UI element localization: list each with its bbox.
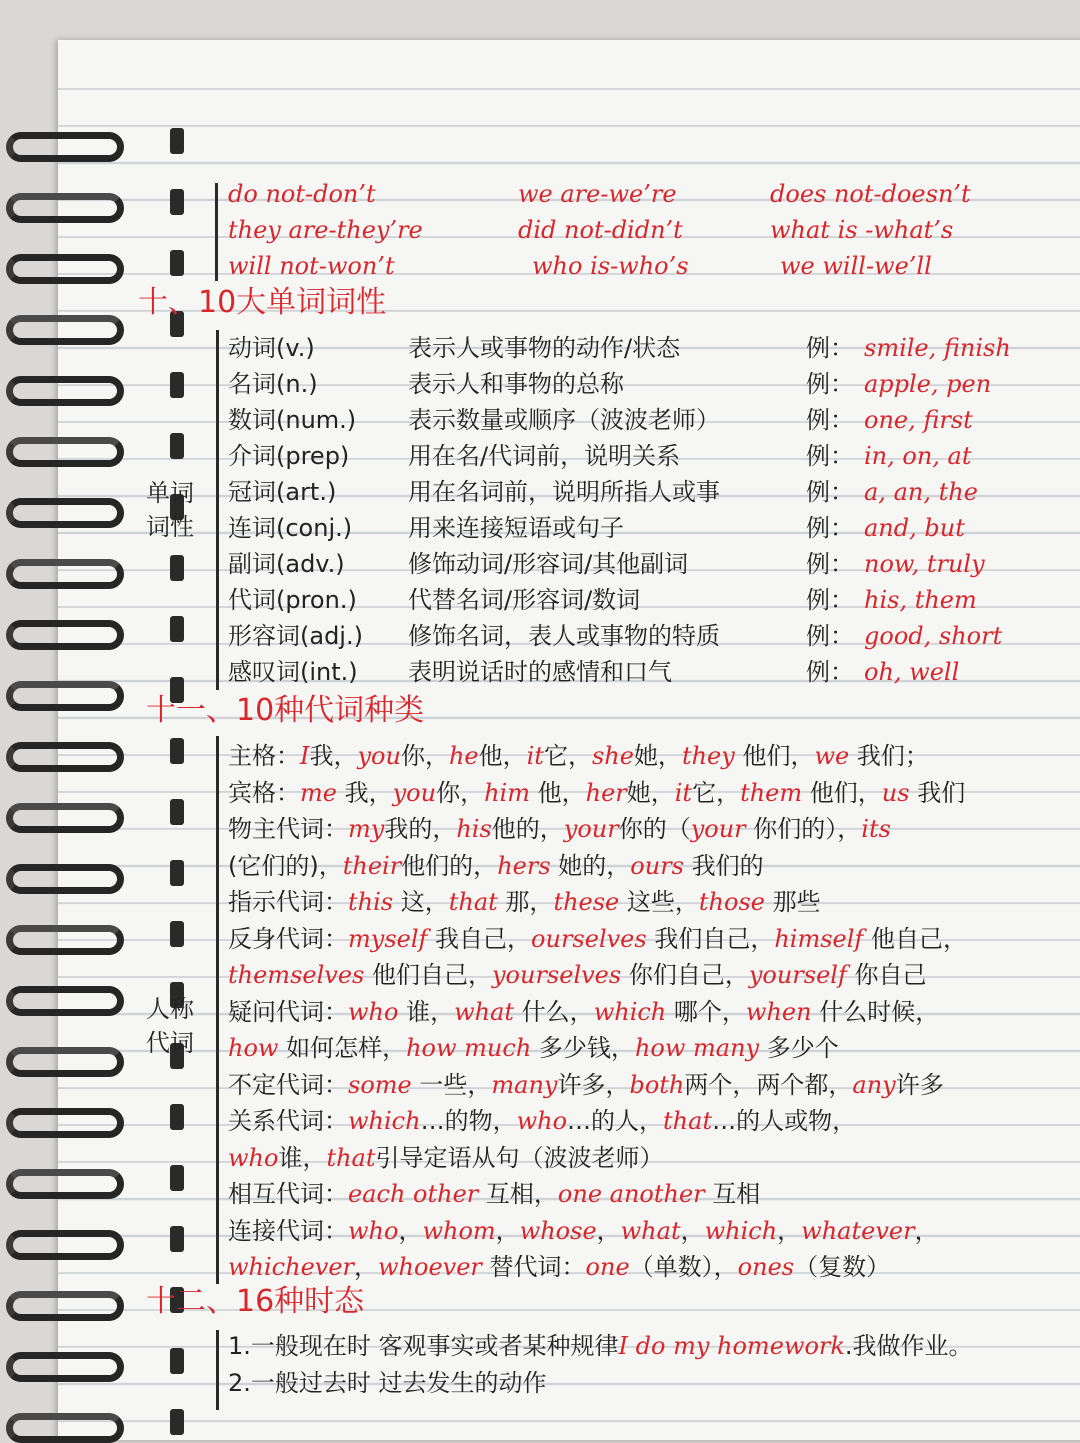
chinese-text: 他自己， — [863, 924, 967, 953]
section11-line — [58, 994, 1080, 1030]
english-term: their — [342, 851, 402, 880]
chinese-text: 许多， — [557, 1070, 630, 1099]
chinese-text: 他的， — [491, 815, 564, 843]
pos-example: now, truly — [864, 550, 985, 578]
english-term: ours — [630, 851, 684, 880]
part-of-speech-row — [58, 402, 1080, 438]
pos-description: 用来连接短语或句子 — [408, 514, 624, 542]
pos-example: oh, well — [864, 658, 960, 686]
english-term: one — [585, 1253, 630, 1281]
pos-example: a, an, the — [864, 478, 978, 506]
english-term: I — [300, 742, 310, 770]
chinese-text: 两个，两个都， — [684, 1070, 853, 1099]
english-term: who — [348, 1216, 399, 1245]
contraction-item: do not-don’t — [228, 180, 376, 208]
section-10-header — [58, 286, 1080, 322]
contraction-item: they are-they’re — [228, 216, 423, 244]
part-of-speech-row — [58, 582, 1080, 618]
chinese-text: ， — [354, 1253, 379, 1281]
english-term: myself — [348, 924, 428, 953]
english-term: who — [228, 1143, 279, 1172]
english-term: they — [681, 742, 735, 770]
section11-line — [58, 811, 1080, 847]
section11-line — [58, 1140, 1080, 1176]
english-term: your — [690, 815, 746, 843]
line-text — [228, 925, 967, 953]
line-text — [228, 1332, 973, 1360]
chinese-text: 多少个 — [759, 1034, 839, 1062]
part-of-speech-row — [58, 618, 1080, 654]
english-term: which — [593, 997, 667, 1026]
chinese-text: 你们自己， — [621, 961, 749, 989]
chinese-text: …的物， — [420, 1107, 517, 1135]
example-label: 例： — [806, 514, 854, 542]
english-term: yourself — [748, 961, 847, 989]
section12-line — [58, 1365, 1080, 1401]
english-term: hers — [497, 851, 551, 880]
english-term: you — [357, 742, 401, 770]
english-term: which — [348, 1107, 421, 1135]
english-term: my — [348, 815, 385, 843]
chinese-text: 那些 — [764, 888, 821, 916]
pos-example: one, first — [864, 406, 973, 434]
chinese-text: 互相， — [478, 1180, 558, 1208]
contraction-row — [58, 248, 1080, 284]
chinese-text: ， — [398, 1216, 423, 1245]
chinese-text: 他们， — [734, 742, 815, 770]
pos-name: 数词(num.) — [228, 406, 357, 434]
chinese-text: ， — [596, 1216, 621, 1245]
english-term: its — [861, 815, 891, 843]
line-text — [228, 1217, 939, 1245]
spiral-ring — [6, 1413, 124, 1443]
pos-description: 代替名词/形容词/数词 — [408, 586, 641, 614]
english-term: this — [348, 888, 394, 916]
side-label-line: 代词 — [146, 1029, 194, 1057]
contraction-item: who is-who’s — [532, 252, 689, 280]
side-label-line: 单词 — [146, 479, 194, 507]
chinese-text: 如何怎样， — [278, 1034, 407, 1062]
pos-example: his, them — [864, 586, 977, 614]
pos-example: good, short — [864, 622, 1003, 650]
chinese-text: 他们自己， — [364, 961, 492, 989]
english-term: what — [454, 997, 515, 1026]
example-label: 例： — [806, 586, 854, 614]
pos-example: apple, pen — [864, 370, 992, 398]
notebook-page — [58, 40, 1080, 1440]
chinese-text: 我们自己， — [646, 924, 775, 953]
english-term: how many — [634, 1034, 760, 1062]
chinese-text: 他， — [478, 742, 527, 770]
english-term: whatever — [801, 1216, 915, 1245]
section11-line — [58, 1176, 1080, 1212]
english-term: how much — [406, 1034, 532, 1062]
chinese-text: 相互代词： — [228, 1180, 348, 1208]
pos-name: 副词(adv.) — [228, 550, 345, 578]
chinese-text: 我们 — [909, 778, 966, 807]
line-text — [228, 1369, 547, 1397]
line-text — [228, 1144, 664, 1172]
section11-line — [58, 1249, 1080, 1285]
chinese-text: 她的， — [550, 851, 631, 880]
english-term: who — [348, 997, 399, 1026]
chinese-text: 反身代词： — [228, 924, 348, 953]
chinese-text: 你， — [436, 778, 485, 807]
section11-line — [58, 1067, 1080, 1103]
english-term: who — [516, 1107, 568, 1135]
chinese-text: 什么时候， — [811, 997, 940, 1026]
section11-line — [58, 957, 1080, 993]
chinese-text: 我自己， — [427, 924, 532, 953]
pos-name: 介词(prep) — [228, 442, 350, 470]
english-term: she — [591, 742, 634, 770]
english-term: yourselves — [491, 961, 622, 989]
pos-name: 冠词(art.) — [228, 478, 337, 506]
example-label: 例： — [806, 550, 854, 578]
pos-name: 形容词(adj.) — [228, 622, 363, 650]
chinese-text: 你们的）， — [745, 815, 862, 843]
chinese-text: 不定代词： — [228, 1070, 348, 1099]
english-term: that — [448, 888, 498, 916]
chinese-text: 2.一般过去时 过去发生的动作 — [228, 1368, 547, 1397]
chinese-text: 1.一般现在时 客观事实或者某种规律 — [228, 1332, 619, 1360]
english-term: these — [553, 888, 620, 916]
section11-line — [58, 1103, 1080, 1139]
chinese-text: 主格： — [228, 742, 300, 770]
contraction-row — [58, 212, 1080, 248]
chinese-text: 多少钱， — [531, 1034, 635, 1062]
side-label-line: 人称 — [146, 995, 194, 1023]
contraction-item: did not-didn’t — [518, 216, 683, 244]
example-label: 例： — [806, 658, 854, 686]
part-of-speech-row — [58, 366, 1080, 402]
chinese-text: (它们的)， — [228, 851, 343, 880]
english-term: them — [740, 778, 803, 807]
example-label: 例： — [806, 622, 854, 650]
english-term: his — [456, 815, 492, 843]
chinese-text: 他们， — [802, 778, 882, 807]
english-term: your — [563, 815, 619, 843]
english-term: that — [663, 1107, 713, 1135]
chinese-text: 引导定语从句（波波老师） — [375, 1143, 664, 1172]
chinese-text: 你的（ — [618, 815, 691, 843]
binding-hole — [170, 1409, 184, 1435]
part-of-speech-row — [58, 438, 1080, 474]
pos-name: 名词(n.) — [228, 370, 318, 398]
english-term: you — [392, 778, 437, 807]
line-text — [228, 1034, 839, 1062]
section11-line — [58, 738, 1080, 774]
chinese-text: 我， — [336, 778, 393, 807]
chinese-text: 疑问代词： — [228, 997, 348, 1026]
english-term: what — [620, 1216, 681, 1245]
english-term: many — [491, 1070, 558, 1099]
pos-description: 用在名词前，说明所指人或事 — [408, 478, 720, 506]
pos-description: 表示数量或顺序（波波老师） — [408, 406, 720, 434]
pos-example: smile, finish — [864, 334, 1011, 362]
english-term: some — [348, 1070, 412, 1099]
chinese-text: 我的， — [384, 815, 457, 843]
pos-name: 连词(conj.) — [228, 514, 353, 542]
chinese-text: ， — [777, 1216, 802, 1245]
english-term: themselves — [228, 961, 365, 989]
chinese-text: 那， — [497, 888, 554, 916]
section11-line — [58, 921, 1080, 957]
pos-example: and, but — [864, 514, 965, 542]
english-term: those — [698, 888, 765, 916]
section11-line — [58, 848, 1080, 884]
pos-name: 感叹词(int.) — [228, 658, 358, 686]
english-term: whom — [422, 1216, 496, 1245]
chinese-text: 替代词： — [481, 1253, 586, 1281]
english-term: me — [300, 778, 337, 807]
part-of-speech-row — [58, 474, 1080, 510]
pos-name: 代词(pron.) — [228, 586, 357, 614]
chinese-text: 我们的 — [683, 851, 764, 880]
english-term: ones — [737, 1253, 795, 1281]
english-term: whoever — [378, 1253, 482, 1281]
example-label: 例： — [806, 442, 854, 470]
english-term: ourselves — [531, 924, 647, 953]
section-12-header — [58, 1285, 1080, 1321]
line-text — [228, 1107, 856, 1135]
section-11-header — [58, 694, 1080, 730]
chinese-text: （复数） — [794, 1253, 891, 1281]
chinese-text: 你， — [400, 742, 449, 770]
section-10-title: 十、10大单词词性 — [138, 285, 387, 320]
chinese-text: （单数）， — [629, 1253, 738, 1281]
contraction-item: does not-doesn’t — [770, 180, 971, 208]
chinese-text: 许多 — [895, 1070, 944, 1099]
part-of-speech-row — [58, 510, 1080, 546]
english-term: when — [745, 997, 812, 1026]
section11-line — [58, 775, 1080, 811]
section-11-title: 十一、10种代词种类 — [146, 693, 425, 728]
english-term: whichever — [228, 1253, 355, 1281]
chinese-text: 她， — [633, 742, 682, 770]
line-text — [228, 852, 764, 880]
example-label: 例： — [806, 334, 854, 362]
chinese-text: 谁， — [398, 997, 455, 1026]
english-term: him — [484, 778, 530, 807]
chinese-text: 它， — [543, 742, 592, 770]
english-term: himself — [774, 924, 864, 953]
english-term: her — [585, 778, 627, 807]
binding-hole — [170, 128, 184, 154]
contraction-item: we are-we’re — [518, 180, 677, 208]
line-text — [228, 779, 965, 807]
english-term: each other — [348, 1180, 479, 1208]
line-text — [228, 1180, 760, 1208]
chinese-text: 指示代词： — [228, 888, 348, 916]
side-label-line: 词性 — [146, 513, 194, 541]
line-text — [228, 888, 821, 916]
line-text — [228, 961, 927, 989]
contraction-item: what is -what’s — [770, 216, 954, 244]
line-text — [228, 1253, 890, 1281]
chinese-text: 谁， — [278, 1143, 327, 1172]
pos-name: 动词(v.) — [228, 334, 315, 362]
section-12-title: 十二、16种时态 — [146, 1284, 365, 1319]
line-text — [228, 1071, 944, 1099]
english-term: how — [228, 1034, 279, 1062]
english-term: one another — [557, 1180, 705, 1208]
chinese-text: 我们； — [849, 742, 929, 770]
chinese-text: 关系代词： — [228, 1107, 348, 1135]
chinese-text: 这， — [393, 888, 449, 916]
section11-line — [58, 1030, 1080, 1066]
pos-description: 表示人或事物的动作/状态 — [408, 334, 681, 362]
part-of-speech-row — [58, 546, 1080, 582]
english-term: both — [629, 1070, 685, 1099]
part-of-speech-row — [58, 330, 1080, 366]
chinese-text: 我， — [309, 742, 358, 770]
example-label: 例： — [806, 406, 854, 434]
chinese-text: 哪个， — [666, 997, 746, 1026]
line-text — [228, 742, 929, 770]
line-text — [228, 998, 939, 1026]
section11-line — [58, 884, 1080, 920]
pos-description: 表示人和事物的总称 — [408, 370, 624, 398]
example-label: 例： — [806, 370, 854, 398]
contraction-item: we will-we’ll — [780, 252, 932, 280]
chinese-text: 这些， — [619, 888, 699, 916]
chinese-text: ， — [495, 1216, 520, 1245]
section11-line — [58, 1213, 1080, 1249]
pos-description: 表明说话时的感情和口气 — [408, 658, 672, 686]
chinese-text: 连接代词： — [228, 1216, 348, 1245]
english-term: I do my homework — [618, 1332, 845, 1360]
section12-line — [58, 1328, 1080, 1364]
english-term: us — [881, 778, 910, 807]
english-term: he — [448, 742, 479, 770]
pos-example: in, on, at — [864, 442, 972, 470]
chinese-text: …的人或物， — [712, 1107, 857, 1135]
chinese-text: .我做作业。 — [844, 1332, 973, 1360]
part-of-speech-row — [58, 654, 1080, 690]
contraction-item: will not-won’t — [228, 252, 395, 280]
chinese-text: 它， — [692, 778, 741, 807]
chinese-text: 他， — [529, 778, 586, 807]
chinese-text: 什么， — [514, 997, 594, 1026]
pos-description: 修饰名词，表人或事物的特质 — [408, 622, 720, 650]
chinese-text: 她， — [626, 778, 675, 807]
chinese-text: 物主代词： — [228, 815, 348, 843]
pos-description: 用在名/代词前，说明关系 — [408, 442, 681, 470]
line-text — [228, 815, 891, 843]
pos-description: 修饰动词/形容词/其他副词 — [408, 550, 689, 578]
chinese-text: 互相 — [704, 1180, 761, 1208]
chinese-text: ， — [914, 1216, 939, 1245]
spiral-ring — [6, 132, 124, 162]
english-term: whose — [519, 1216, 597, 1245]
chinese-text: 一些， — [411, 1070, 492, 1099]
english-term: any — [852, 1070, 896, 1099]
chinese-text: …的人， — [567, 1107, 664, 1135]
chinese-text: ， — [680, 1216, 705, 1245]
english-term: that — [326, 1143, 376, 1172]
chinese-text: 宾格： — [228, 778, 300, 807]
english-term: which — [704, 1216, 778, 1245]
english-term: it — [526, 742, 544, 770]
english-term: we — [814, 742, 850, 770]
chinese-text: 你自己 — [846, 961, 927, 989]
english-term: it — [674, 778, 693, 807]
chinese-text: 他们的， — [401, 851, 498, 880]
example-label: 例： — [806, 478, 854, 506]
contraction-row — [58, 176, 1080, 212]
